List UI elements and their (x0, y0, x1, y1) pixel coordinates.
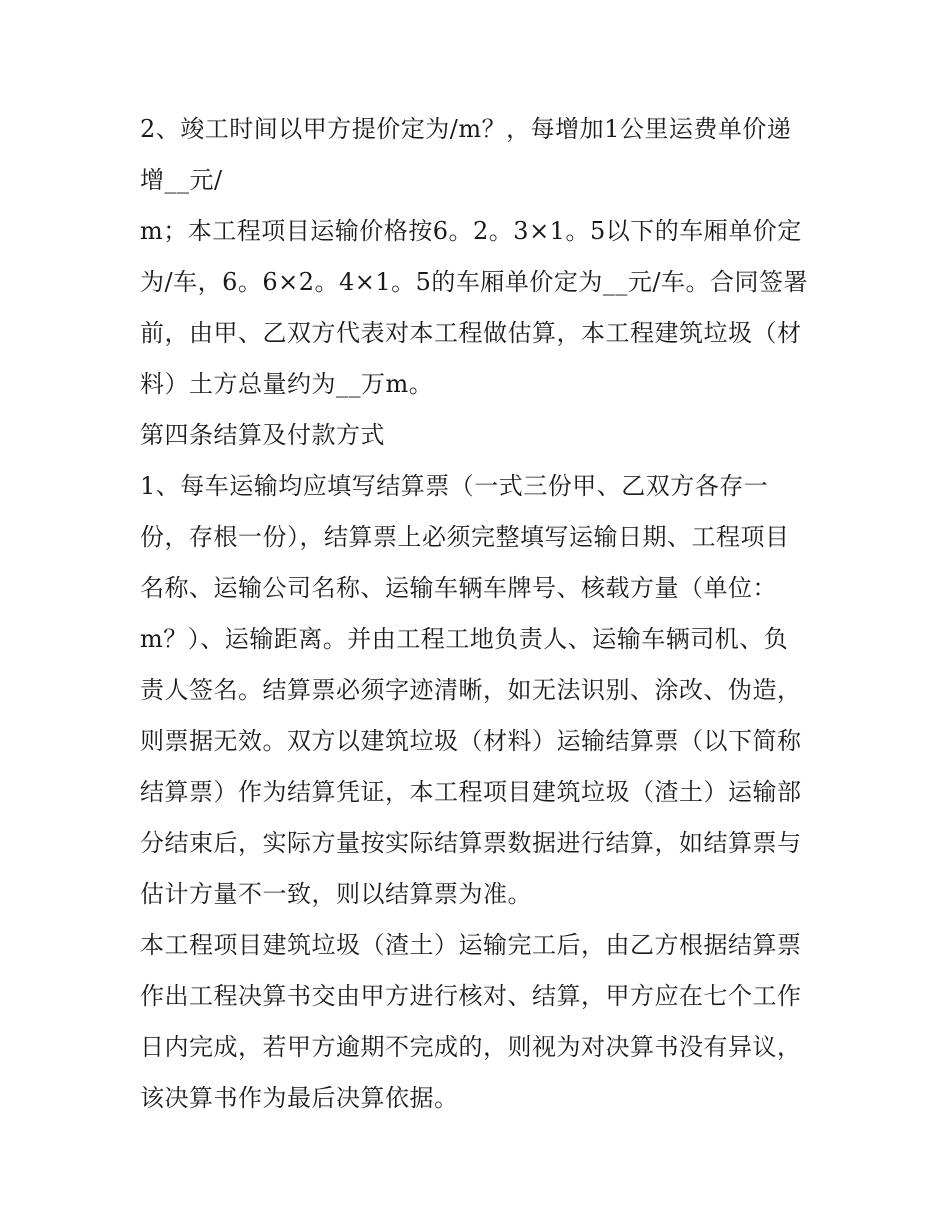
text-line: 前，由甲、乙双方代表对本工程做估算，本工程建筑垃圾（材 (140, 319, 802, 347)
text-line: 名称、运输公司名称、运输车辆车牌号、核载方量（单位： (140, 574, 777, 602)
text-line: 责人签名。结算票必须字迹清晰，如无法识别、涂改、伪造， (140, 676, 802, 704)
text-line: m；本工程项目运输价格按6。2。3×1。5以下的车厢单价定 (140, 217, 802, 245)
text-line: 该决算书作为最后决算依据。 (140, 1084, 459, 1112)
section-heading: 第四条结算及付款方式 (140, 421, 385, 449)
text-line: 作出工程决算书交由甲方进行核对、结算，甲方应在七个工作 (140, 982, 802, 1010)
text-line: 分结束后，实际方量按实际结算票数据进行结算，如结算票与 (140, 829, 802, 857)
text-line: 增__元/ (140, 166, 223, 194)
text-line: 2、竣工时间以甲方提价定为/m？，每增加1公里运费单价递 (140, 115, 792, 143)
text-line: 为/车，6。6×2。4×1。5的车厢单价定为__元/车。合同签署 (140, 268, 809, 296)
text-line: 本工程项目建筑垃圾（渣土）运输完工后，由乙方根据结算票 (140, 931, 802, 959)
text-line: 估计方量不一致，则以结算票为准。 (140, 880, 532, 908)
text-line: m？）、运输距离。并由工程工地负责人、运输车辆司机、负 (140, 625, 789, 653)
text-line: 料）土方总量约为__万m。 (140, 370, 434, 398)
text-line: 结算票）作为结算凭证，本工程项目建筑垃圾（渣土）运输部 (140, 778, 802, 806)
document-body (140, 104, 820, 1124)
text-line: 日内完成，若甲方逾期不完成的，则视为对决算书没有异议， (140, 1033, 802, 1061)
text-line: 1、每车运输均应填写结算票（一式三份甲、乙双方各存一 (140, 472, 769, 500)
text-line: 份，存根一份），结算票上必须完整填写运输日期、工程项目 (140, 523, 790, 551)
text-line: 则票据无效。双方以建筑垃圾（材料）运输结算票（以下简称 (140, 727, 802, 755)
